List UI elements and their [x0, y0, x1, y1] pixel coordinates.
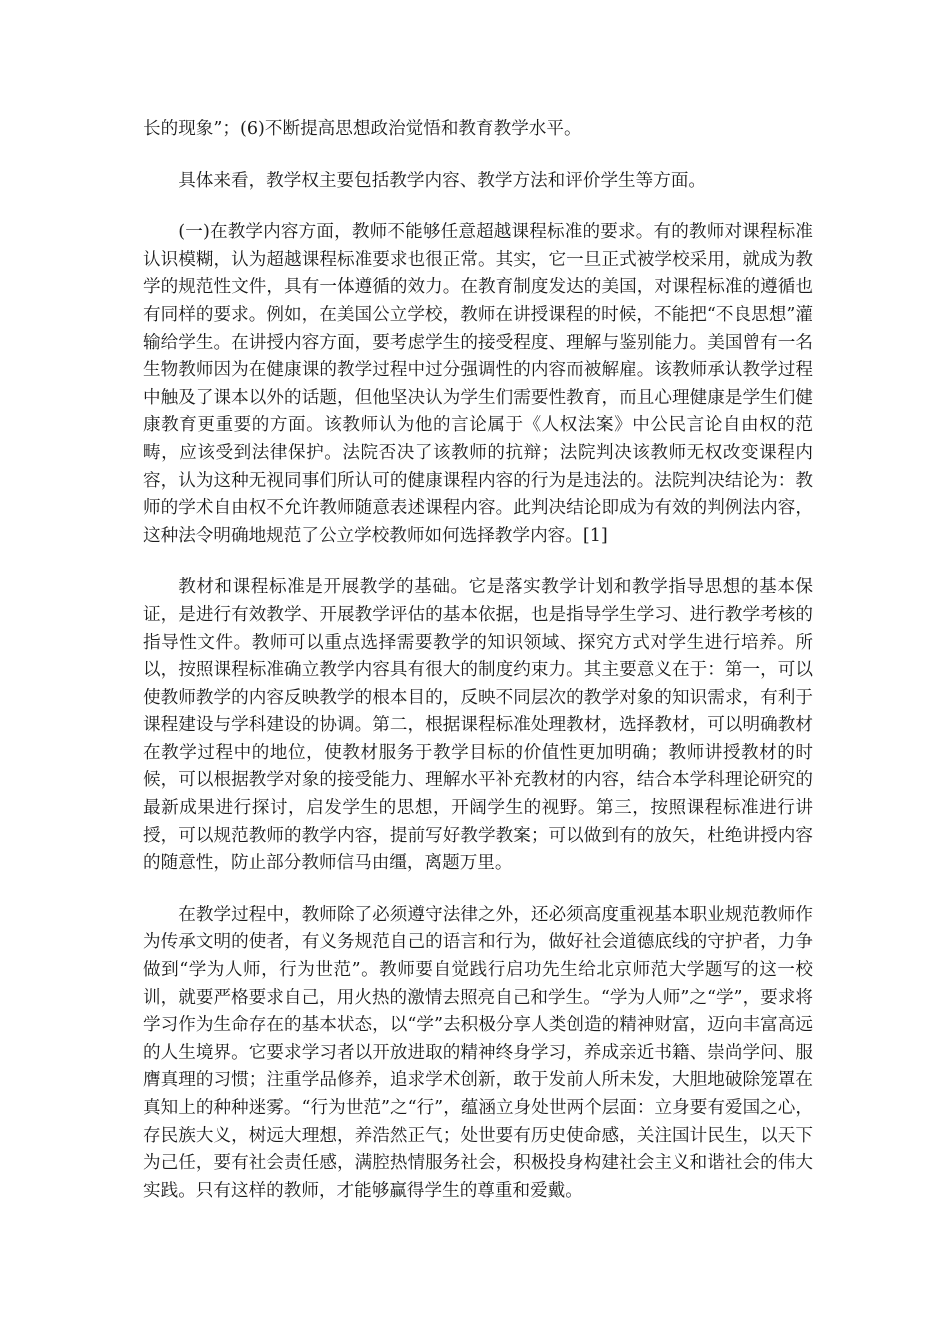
paragraph-teaching-content: (一)在教学内容方面，教师不能够任意超越课程标准的要求。有的教师对课程标准认识模糊，认为超越课程标准要求也很正常。其实，它一旦正式被学校采用，就成为教学的规范性文件，具有一体遵循的效力。在教育制度发达的美国，对课程标准的遵循也有同样的要求。例如，在美国公立学校，教师在讲授课程的时候，不能把“不良思想”灌输给学生。在讲授内容方面，要考虑学生的接受程度、理解与鉴别能力。美国曾有一名生物教师因为在健康课的教学过程中过分强调性的内容而被解雇。该教师承认教学过程中触及了课本以外的话题，但他坚决认为学生们需要性教育，而且心理健康是学生们健康教育更重要的方面。该教师认为他的言论属于《人权法案》中公民言论自由权的范畴，应该受到法律保护。法院否决了该教师的抗辩；法院判决该教师无权改变课程内容，认为这种无视同事们所认可的健康课程内容的行为是违法的。法院判决结论为：教师的学术自由权不允许教师随意表述课程内容。此判决结论即成为有效的判例法内容，这种法令明确地规范了公立学校教师如何选择教学内容。[1] — [143, 222, 813, 546]
paragraph-overview: 具体来看，教学权主要包括教学内容、教学方法和评价学生等方面。 — [178, 170, 707, 191]
paragraph-curriculum-standards: 教材和课程标准是开展教学的基础。它是落实教学计划和教学指导思想的基本保证，是进行有效教学、开展教学评估的基本依据，也是指导学生学习、进行教学考核的指导性文件。教师可以重点选择需要教学的知识领域、探究方式对学生进行培养。所以，按照课程标准确立教学内容具有很大的制度约束力。其主要意义在于：第一，可以使教师教学的内容反映教学的根本目的，反映不同层次的教学对象的知识需求，有利于课程建设与学科建设的协调。第二，根据课程标准处理教材，选择教材，可以明确教材在教学过程中的地位，使教材服务于教学目标的价值性更加明确；教师讲授教材的时候，可以根据教学对象的接受能力、理解水平补充教材的内容，结合本学科理论研究的最新成果进行探讨，启发学生的思想，开阔学生的视野。第三，按照课程标准进行讲授，可以规范教师的教学内容，提前写好教学教案；可以做到有的放矢，杜绝讲授内容的随意性，防止部分教师信马由缰，离题万里。 — [143, 577, 813, 874]
paragraph-professional-norms: 在教学过程中，教师除了必须遵守法律之外，还必须高度重视基本职业规范教师作为传承文明的使者，有义务规范自己的语言和行为，做好社会道德底线的守护者，力争做到“学为人师，行为世范”。教师要自觉践行启功先生给北京师范大学题写的这一校训，就要严格要求自己，用火热的激情去照亮自己和学生。“学为人师”之“学”，要求将学习作为生命存在的基本状态，以“学”去积极分享人类创造的精神财富，迈向丰富高远的人生境界。它要求学习者以开放进取的精神终身学习，养成亲近书籍、崇尚学问、服膺真理的习惯；注重学品修养，追求学术创新，敢于发前人所未发，大胆地破除笼罩在真知上的种种迷雾。“行为世范”之“行”，蕴涵立身处世两个层面：立身要有爱国之心，存民族大义，树远大理想，养浩然正气；处世要有历史使命感，关注国计民生，以天下为己任，要有社会责任感，满腔热情服务社会，积极投身构建社会主义和谐社会的伟大实践。只有这样的教师，才能够赢得学生的尊重和爱戴。 — [143, 904, 813, 1201]
document-body — [143, 116, 813, 1229]
paragraph-continuation: 长的现象”；(6)不断提高思想政治觉悟和教育教学水平。 — [143, 119, 582, 139]
